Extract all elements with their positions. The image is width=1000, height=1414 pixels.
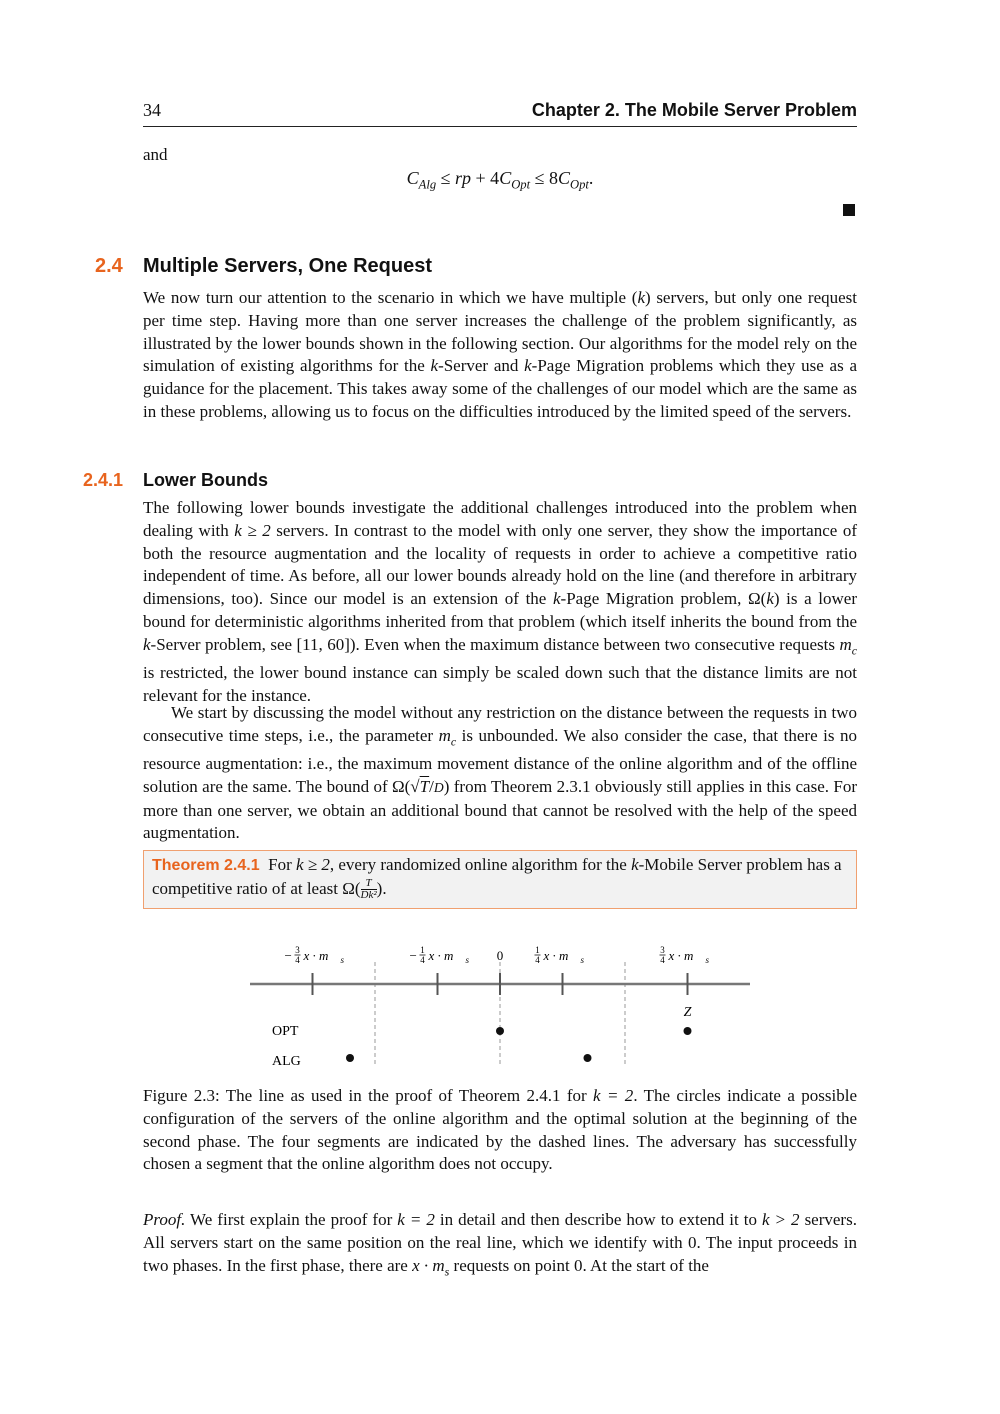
and-text: and [143, 145, 168, 164]
tick-label-4 [660, 945, 710, 965]
theorem-fraction: $\frac{T}{\text{Dk²}}$ [360, 877, 377, 902]
tick-label-den: 4 [535, 955, 540, 965]
tick-label-expr: x · m [428, 948, 454, 963]
tick-label-sign: − [409, 948, 417, 963]
subsection-title: Lower Bounds [143, 470, 268, 490]
tick-label-0 [285, 945, 345, 965]
page-number: 34 [143, 100, 161, 120]
section-title: Multiple Servers, One Request [143, 255, 432, 277]
tick-label-num: 3 [660, 945, 665, 955]
tick-label-sub: s [465, 955, 470, 965]
section-number: 2.4 [95, 255, 123, 277]
tick-label-1 [410, 945, 470, 965]
figure-caption: Figure 2.3: The line as used in the proof of Theorem 2.4.1 for k = 2. The circles indicate a possible configuration of the servers of the online algorithm and the optimal solution at the beginning of the second phase. The four segments are indicated by the dashed lines. The adversary has successfully chosen a segment that the online algorithm does not occupy. [143, 1086, 857, 1174]
opt-server-0 [496, 1027, 504, 1035]
theorem-text: Theorem 2.4.1 For k ≥ 2, every randomized online algorithm for the k-Mobile Server problem has a competitive ratio of at least Ω( $\frac{T}{\text{Dk²}}$ ). [152, 855, 842, 902]
z-label: Z [683, 1005, 692, 1020]
tick-label-sub: s [340, 955, 345, 965]
proof-label: Proof. [143, 1210, 186, 1229]
tick-label-sub: s [580, 955, 585, 965]
alg-server-0 [346, 1054, 354, 1062]
tick-label-2 [497, 948, 504, 963]
tick-label-expr: x · m [668, 948, 694, 963]
alg-row-label: ALG [272, 1054, 301, 1069]
page-header [143, 100, 857, 127]
alg-server-1 [584, 1054, 592, 1062]
opt-row-label: OPT [272, 1024, 299, 1039]
figure-number-line [240, 940, 760, 1070]
tick-label-num: 3 [295, 945, 300, 955]
opt-server-1 [684, 1027, 692, 1035]
subsection-number: 2.4.1 [83, 470, 124, 490]
tick-label-sign: − [284, 948, 292, 963]
section-intro-paragraph: We now turn our attention to the scenario in which we have multiple (k) servers, but only one request per time step. Having more than one server increases the challenge of the problem significantly, as illustrated by the lower bounds shown in the following section. Our algorithms for the model rely on the simulation of existing algorithms for the k-Server and k-Page Migration problems which they use as a guidance for the placement. This takes away some of the challenges of our model which are the same as in these problems, allowing us to focus on the difficulties introduced by the limited speed of the servers. [143, 288, 857, 421]
tick-label-den: 4 [420, 955, 425, 965]
qed-symbol [843, 204, 855, 216]
theorem-box [143, 850, 857, 909]
tick-label-expr: x · m [303, 948, 329, 963]
tick-label-den: 4 [295, 955, 300, 965]
theorem-label: Theorem 2.4.1 [152, 857, 260, 874]
tick-label-num: 1 [535, 945, 540, 955]
equation: $C_{Alg}$ ≤ rp + $4C_{Opt} \le 8C_{Opt}$. [406, 168, 594, 192]
tick-label-sub: s [705, 955, 710, 965]
lower-bounds-paragraph-2: We start by discussing the model without any restriction on the distance between the requests in two consecutive time steps, i.e., the parameter $m_c$ is unbounded. We also consider the case, that there is no resource augmentation: i.e., the maximum movement distance of the online algorithm and of the offline solution are the same. The bound of Ω(√T/D) from Theorem 2.3.1 obviously still applies in this case. For more than one server, we obtain an additional bound that cannot be resolved with the help of the speed augmentation. [143, 703, 857, 843]
lower-bounds-paragraph-1: The following lower bounds investigate the additional challenges introduced into the problem when dealing with k ≥ 2 servers. In contrast to the model with only one server, they show the importance of both the resource augmentation and the locality of requests in order to achieve a competitive ratio independent of time. As before, all our lower bounds already hold on the line (and therefore in arbitrary dimensions, too). Since our model is an extension of the k-Page Migration problem, Ω(k) is a lower bound for deterministic algorithms inherited from that problem (which itself inherits the bound from the k-Server problem, see [11, 60]). Even when the maximum distance between two consecutive requests $m_c$ is restricted, the lower bound instance can simply be scaled down such that the distance limits are not relevant for the instance. [143, 498, 857, 705]
tick-label-den: 4 [660, 955, 665, 965]
tick-label-3 [535, 945, 585, 965]
proof-paragraph: Proof. We first explain the proof for k = 2 in detail and then describe how to extend it to k > 2 servers. All servers start on the same position on the real line, which we identify with 0. The input proceeds in two phases. In the first phase, there are $x \cdot m_s$ requests on point 0. At the start of the [143, 1210, 857, 1278]
tick-label-text: 0 [496, 948, 504, 963]
tick-label-expr: x · m [543, 948, 569, 963]
tick-label-num: 1 [420, 945, 425, 955]
chapter-title: Chapter 2. The Mobile Server Problem [531, 100, 857, 120]
